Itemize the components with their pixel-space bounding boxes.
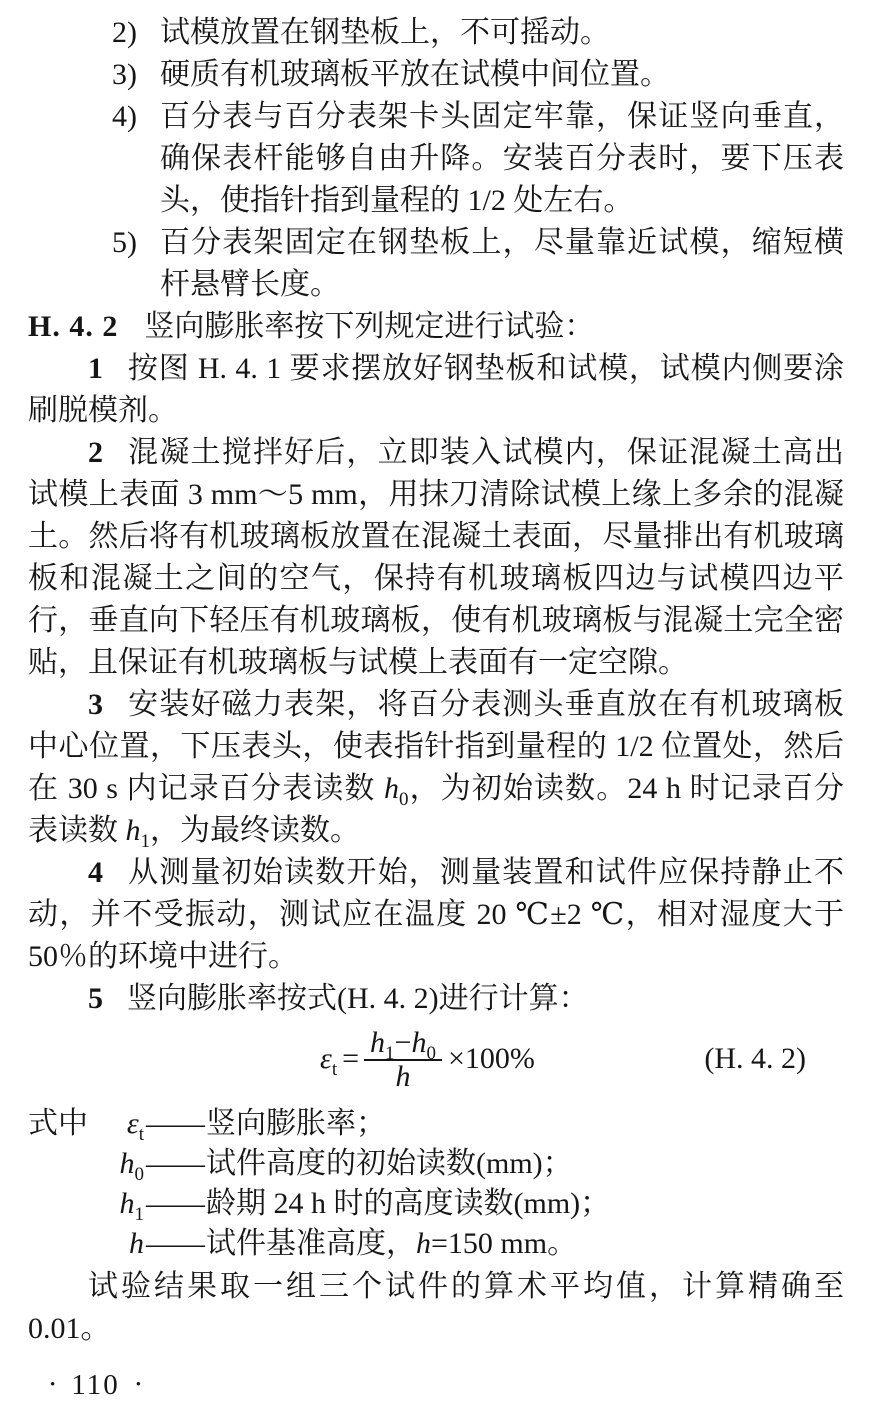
paragraph-number: 5: [88, 982, 103, 1015]
epsilon-symbol: ε: [126, 1107, 139, 1140]
variable-h0: h: [384, 772, 400, 805]
subscript: t: [138, 1124, 144, 1145]
where-lead-spacer: [28, 1224, 90, 1264]
paragraph-text: 从测量初始读数开始，测量装置和试件应保持静止不动，并不受振动，测试应在温度 20 ℃±2 ℃，相对湿度大于 50％的环境中进行。: [28, 856, 844, 973]
page-footer: [28, 1364, 844, 1406]
list-item-text: 硬质有机玻璃板平放在试模中间位置。: [160, 58, 670, 91]
page-number: 110: [71, 1369, 120, 1401]
footer-dot-right: •: [135, 1376, 141, 1393]
fraction-numerator: [364, 1026, 442, 1064]
text-run: 龄期 24 h 时的高度读数(mm)；: [206, 1187, 611, 1220]
definition-dash: ——: [146, 1187, 204, 1220]
list-item-text: 百分表与百分表架卡头固定牢靠，保证竖向垂直，确保表杆能够自由升降。安装百分表时，要下压表头，使指针指到量程的 1/2 处左右。: [160, 100, 844, 217]
variable-h1: h: [370, 1026, 386, 1059]
where-variable: [90, 1104, 144, 1144]
variable-h1: h: [125, 814, 141, 847]
list-item: [112, 96, 844, 222]
paragraph-text: 按图 H. 4. 1 要求摆放好钢垫板和试模，试模内侧要涂刷脱模剂。: [28, 352, 844, 427]
where-lead-spacer: [28, 1144, 90, 1184]
formula-label: (H. 4. 2): [704, 1042, 806, 1075]
paragraph-4: [28, 852, 844, 978]
list-item-text: 百分表架固定在钢垫板上，尽量靠近试模，缩短横杆悬臂长度。: [160, 226, 844, 301]
formula-lhs: [320, 1038, 337, 1080]
definition-dash: ——: [146, 1227, 204, 1260]
paragraph-text: [28, 688, 844, 852]
list-item-text: 试模放置在钢垫板上，不可摇动。: [160, 16, 610, 49]
list-item: [112, 222, 844, 306]
list-item-number: 3): [112, 58, 137, 91]
section-number: H. 4. 2: [28, 310, 119, 343]
paragraph-3: [28, 684, 844, 852]
where-row: [28, 1144, 844, 1184]
list-item-number: 4): [112, 100, 137, 133]
paragraph-2: [28, 432, 844, 684]
paragraph-5: [28, 978, 844, 1020]
equals-sign: =: [342, 1042, 360, 1075]
definition-dash: ——: [146, 1107, 204, 1140]
paragraph-number: 4: [88, 856, 103, 889]
minus-sign: −: [394, 1026, 412, 1059]
fraction-denominator: [364, 1061, 442, 1092]
text-run: 试件高度的初始读数(mm)；: [206, 1147, 573, 1180]
subscript: t: [331, 1059, 338, 1080]
subscript: 1: [134, 1204, 144, 1225]
where-variable: [90, 1224, 144, 1264]
paragraph-number: 3: [88, 688, 103, 721]
where-variable: [90, 1184, 144, 1224]
formula-expression: [320, 1026, 535, 1092]
fraction: [364, 1026, 442, 1092]
multiplier: ×100%: [447, 1042, 535, 1075]
subscript: 1: [140, 831, 150, 852]
formula-H.4.2: [28, 1026, 844, 1092]
text-run: ，为最终读数。: [150, 814, 360, 847]
numbered-sublist: [112, 12, 844, 306]
text-run: 竖向膨胀率；: [206, 1107, 386, 1140]
epsilon-symbol: ε: [320, 1042, 332, 1075]
section-heading: [28, 306, 844, 348]
where-variable: [90, 1144, 144, 1184]
subscript: 0: [399, 789, 409, 810]
subscript: 0: [426, 1043, 436, 1064]
where-lead: 式中: [28, 1107, 88, 1140]
footer-dot-left: •: [50, 1376, 56, 1393]
definition-dash: ——: [146, 1147, 204, 1180]
paragraph-text: 混凝土搅拌好后，立即装入试模内，保证混凝土高出试模上表面 3 mm～5 mm，用抹刀清除试模上缘上多余的混凝土。然后将有机玻璃板放置在混凝土表面，尽量排出有机玻璃板和混凝土之间的空气，保持有机玻璃板四边与试模四边平行，垂直向下轻压有机玻璃板，使有机玻璃板与混凝土完全密贴，且保证有机玻璃板与试模上表面有一定空隙。: [28, 436, 844, 679]
variable-inline: h: [416, 1227, 431, 1260]
variable-h1: h: [119, 1187, 135, 1220]
list-item: [112, 54, 844, 96]
text-run: 试件基准高度，: [206, 1227, 416, 1260]
where-row: [28, 1184, 844, 1224]
variable-h: h: [129, 1227, 144, 1260]
text-run: ，为初始读数。24 h 时记录百分表读数: [28, 772, 844, 847]
where-lead-spacer: [28, 1184, 90, 1224]
where-row: [28, 1224, 844, 1264]
where-row: [28, 1104, 844, 1144]
closing-paragraph: 试验结果取一组三个试件的算术平均值，计算精确至 0.01。: [28, 1270, 844, 1345]
variable-h0: h: [119, 1147, 135, 1180]
paragraph-number: 2: [88, 436, 103, 469]
paragraph-text: 竖向膨胀率按式(H. 4. 2)进行计算：: [127, 982, 589, 1015]
text-run: =150 mm。: [431, 1227, 578, 1260]
definition-text: [206, 1184, 844, 1224]
list-item-number: 2): [112, 16, 137, 49]
where-definitions: [28, 1104, 844, 1264]
list-item-number: 5): [112, 226, 137, 259]
definition-text: [206, 1144, 844, 1184]
section-title: 竖向膨胀率按下列规定进行试验：: [144, 310, 595, 343]
paragraph-1: [28, 348, 844, 432]
definition-text: [206, 1104, 844, 1144]
paragraph-number: 1: [88, 352, 103, 385]
list-item: [112, 12, 844, 54]
variable-h: h: [395, 1060, 411, 1093]
text-run: 安装好磁力表架，将百分表测头垂直放在有机玻璃板中心位置，下压表头，使表指针指到量程的 1/2 位置处，然后在 30 s 内记录百分表读数: [28, 688, 844, 805]
subscript: 1: [385, 1043, 395, 1064]
subscript: 0: [134, 1164, 144, 1185]
definition-text: [206, 1224, 844, 1264]
variable-h0: h: [411, 1026, 427, 1059]
